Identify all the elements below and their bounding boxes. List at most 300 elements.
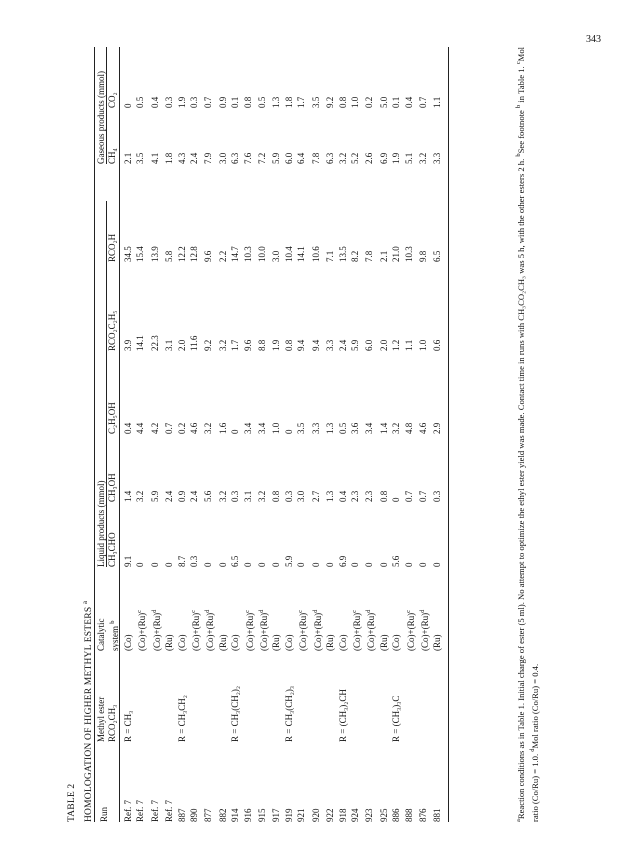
cell-run: 890 [189, 808, 200, 822]
cell-c2h5oh: 0 [283, 429, 294, 434]
cell-ester [217, 651, 229, 742]
cell-c2h5oh: 0.2 [176, 422, 187, 434]
cell-ester: R = CH₃ [123, 710, 133, 742]
cell-ch3oh: 1.3 [325, 490, 336, 502]
table-row [134, 47, 148, 822]
table-row [363, 47, 377, 822]
cell-ch3oh: 3.2 [257, 490, 268, 502]
cell-ester [310, 651, 324, 742]
cell-rco2h: 9.6 [203, 250, 214, 262]
cell-rco2c2h5: 2.0 [378, 339, 389, 351]
cell-ch3cho: 0 [364, 562, 375, 567]
cell-system [163, 567, 175, 651]
cell-system-text: (Co)+(Ru) [366, 612, 377, 651]
cell-ch3oh: 0.7 [417, 490, 428, 502]
table-caption [66, 601, 96, 822]
header-catalytic-mark: b [109, 620, 116, 624]
cell-ch3oh: 2.7 [310, 490, 321, 502]
cell-run: 924 [349, 808, 360, 822]
header-bottom-rule [119, 47, 120, 822]
cell-run: Ref. 7 [123, 800, 133, 822]
cell-ch3cho: 0 [271, 562, 282, 567]
cell-system [295, 567, 309, 651]
cell-co2: 1.3 [271, 96, 282, 108]
header-catalytic-text: system [110, 625, 120, 651]
cell-system-text: (Co) [123, 634, 133, 651]
table-row [431, 47, 443, 822]
footnote-b-mark: b [515, 153, 522, 157]
cell-ester: R = CH₃(CH₂)₃ [283, 686, 294, 742]
cell-run: 877 [203, 808, 214, 822]
cell-system [242, 567, 256, 651]
cell-system-footnote-mark: c [404, 610, 412, 613]
cell-c2h5oh: 3.4 [242, 422, 253, 434]
cell-ester [324, 651, 336, 742]
cell-run: 922 [325, 808, 336, 822]
cell-ester [188, 651, 202, 742]
cell-ch3oh: 2.4 [164, 490, 175, 502]
cell-system [134, 567, 148, 651]
table-label: TABLE 2 [67, 783, 77, 822]
table-row [403, 47, 417, 822]
cell-co2: 0.7 [203, 96, 214, 108]
cell-system-text: (Co) [391, 634, 402, 651]
cell-ch4: 6.9 [378, 152, 389, 164]
footnote-a-text: Reaction conditions as in Table 1. Initial charge of ester (5 ml). No attempt to optimize the ethyl ester yield was made. Contact time in runs with CH₃CO₂CH₃ was 5 h, with the other esters 2 h. [515, 158, 526, 820]
cell-c2h5oh: 4.8 [403, 422, 414, 434]
cell-system [149, 567, 163, 651]
cell-ch4: 6.3 [230, 152, 241, 164]
cell-system-text: (Ru) [432, 634, 443, 651]
cell-c2h5oh: 4.6 [189, 422, 200, 434]
cell-system [283, 567, 295, 651]
cell-system [324, 567, 336, 651]
cell-ch3cho: 0 [432, 562, 443, 567]
cell-c2h5oh: 3.4 [257, 422, 268, 434]
cell-system [337, 567, 349, 651]
cell-c2h5oh: 1.4 [378, 422, 389, 434]
cell-system-text: (Ru) [378, 634, 389, 651]
cell-rco2c2h5: 3.2 [217, 339, 228, 351]
cell-rco2h: 13.9 [149, 246, 160, 262]
table-row [229, 47, 241, 822]
table-row [242, 47, 256, 822]
cell-c2h5oh: 4.2 [149, 422, 160, 434]
cell-co2: 0.8 [242, 96, 253, 108]
cell-rco2h: 14.7 [230, 246, 241, 262]
cell-run: 919 [283, 808, 294, 822]
cell-rco2h: 7.8 [364, 250, 375, 262]
cell-co2: 9.2 [325, 96, 336, 108]
cell-ch3cho: 0 [296, 562, 307, 567]
cell-system-text: (Ru) [164, 634, 175, 651]
cell-co2: 0.2 [364, 96, 375, 108]
cell-ester [134, 651, 148, 742]
table-title [81, 600, 95, 822]
cell-rco2c2h5: 9.4 [296, 339, 307, 351]
cell-system [431, 567, 443, 651]
cell-co2: 1.1 [432, 96, 443, 108]
cell-co2: 1.7 [296, 96, 307, 108]
cell-system [270, 567, 282, 651]
cell-ester: R = CH₃(CH₂)₂ [230, 686, 241, 742]
cell-system-text: (Co)+(Ru) [151, 612, 162, 651]
footnote-b-ref-mark: b [515, 104, 522, 108]
cell-ester [295, 651, 309, 742]
cell-system [349, 567, 363, 651]
footnote-a [513, 47, 541, 822]
cell-rco2h: 5.8 [164, 250, 175, 262]
table-title-footnote-mark: a [81, 600, 89, 605]
header-liquid-group: Liquid products (mmol) [96, 480, 106, 567]
cell-c2h5oh: 2.9 [432, 422, 443, 434]
cell-system-text: (Co)+(Ru) [244, 612, 255, 651]
cell-ester [242, 651, 256, 742]
cell-run: 876 [417, 808, 428, 822]
cell-rco2h: 8.2 [349, 250, 360, 262]
cell-ch3cho: 0 [135, 562, 146, 567]
table-row [390, 47, 402, 822]
cell-ch3oh: 0.3 [230, 490, 241, 502]
cell-run: Ref. 7 [149, 800, 160, 822]
cell-run: Ref. 7 [164, 800, 175, 822]
cell-ch3oh: 2.4 [189, 490, 200, 502]
cell-system [217, 567, 229, 651]
cell-ch4: 3.0 [217, 152, 228, 164]
cell-ester: R = CH₃CH₂ [176, 695, 187, 742]
footnote-b-text2: in Table 1. [515, 66, 526, 103]
footnote-d-text: Mol ratio (Co/Ru) = 0.4. [529, 663, 540, 749]
cell-ch3oh: 3.2 [217, 490, 228, 502]
cell-ch3oh: 0 [391, 497, 402, 502]
page-number: 343 [586, 34, 601, 45]
cell-ch3oh: 5.9 [149, 490, 160, 502]
cell-c2h5oh: 0.4 [123, 422, 133, 434]
cell-c2h5oh: 3.4 [364, 422, 375, 434]
cell-rco2h: 14.1 [296, 246, 307, 262]
cell-rco2c2h5: 0.8 [283, 339, 294, 351]
cell-system [403, 567, 417, 651]
cell-ch3oh: 0.3 [432, 490, 443, 502]
cell-ch3oh: 2.3 [364, 490, 375, 502]
cell-ester [202, 651, 216, 742]
cell-rco2h: 7.1 [325, 250, 336, 262]
cell-rco2h: 2.2 [217, 250, 228, 262]
cell-ch4: 1.8 [164, 152, 175, 164]
cell-ch4: 2.4 [189, 152, 200, 164]
header-rco2c2h5: RCO₂C₂H₅ [107, 310, 117, 351]
cell-rco2h: 9.8 [417, 250, 428, 262]
cell-ch3oh: 0.4 [337, 490, 348, 502]
cell-co2: 3.5 [310, 96, 321, 108]
cell-system [256, 567, 270, 651]
cell-ch3oh: 3.2 [135, 490, 146, 502]
cell-ester [270, 651, 282, 742]
cell-ester [431, 651, 443, 742]
cell-rco2c2h5: 1.7 [230, 339, 241, 351]
cell-run: 881 [432, 808, 443, 822]
cell-ch3oh: 0.8 [378, 490, 389, 502]
cell-rco2h: 10.0 [257, 246, 268, 262]
cell-ch4: 3.2 [337, 152, 348, 164]
cell-system-text: (Ru) [271, 634, 282, 651]
cell-ch3cho: 0 [242, 562, 253, 567]
cell-co2: 1.0 [349, 96, 360, 108]
header-ester-line1: Methyl ester [96, 696, 106, 742]
cell-rco2c2h5: 1.0 [417, 339, 428, 351]
cell-c2h5oh: 0.7 [164, 422, 175, 434]
cell-co2: 0.5 [135, 96, 146, 108]
table-row [295, 47, 309, 822]
footnote-c-mark: c [515, 61, 522, 65]
table-row [324, 47, 336, 822]
cell-rco2c2h5: 11.6 [189, 335, 200, 351]
cell-ch3cho: 0 [164, 562, 175, 567]
cell-rco2h: 13.5 [337, 246, 348, 262]
cell-co2: 0.9 [217, 96, 228, 108]
cell-rco2h: 3.0 [271, 250, 282, 262]
cell-system-footnote-mark: d [365, 609, 373, 613]
cell-c2h5oh: 0.5 [337, 422, 348, 434]
cell-ch3oh: 0.8 [271, 490, 282, 502]
table-row [337, 47, 349, 822]
table-row [202, 47, 216, 822]
cell-ch3cho: 9.1 [123, 555, 133, 567]
cell-rco2h: 21.0 [391, 246, 402, 262]
cell-ester [403, 651, 417, 742]
cell-rco2c2h5: 9.2 [203, 339, 214, 351]
cell-rco2c2h5: 14.1 [135, 335, 146, 351]
cell-ch3oh: 3.1 [242, 490, 253, 502]
cell-ch3oh: 5.6 [203, 490, 214, 502]
cell-system-text: (Co)+(Ru) [205, 612, 216, 651]
cell-c2h5oh: 3.5 [296, 422, 307, 434]
cell-co2: 0.1 [391, 96, 402, 108]
cell-rco2c2h5: 2.0 [176, 339, 187, 351]
top-rule [94, 47, 95, 822]
cell-ch4: 3.5 [135, 152, 146, 164]
cell-run: 916 [242, 808, 253, 822]
cell-run: 920 [310, 808, 321, 822]
cell-ester: R = (CH₃)₂CH [337, 689, 348, 742]
header-ch3cho: CH₃CHO [107, 532, 117, 567]
cell-ch4: 6.0 [283, 152, 294, 164]
cell-ch4: 5.1 [403, 152, 414, 164]
cell-run: 917 [271, 808, 282, 822]
cell-system-text: (Co)+(Ru) [312, 612, 323, 651]
cell-system-footnote-mark: d [311, 609, 319, 613]
table-row [163, 47, 175, 822]
cell-ch3cho: 0 [257, 562, 268, 567]
table-row [378, 47, 390, 822]
cell-run: 888 [403, 808, 414, 822]
cell-rco2h: 10.3 [242, 246, 253, 262]
cell-ester [363, 651, 377, 742]
table-row [270, 47, 282, 822]
cell-co2: 0.5 [257, 96, 268, 108]
cell-rco2c2h5: 3.1 [164, 339, 175, 351]
cell-ester [163, 651, 175, 742]
cell-ch4: 4.1 [149, 152, 160, 164]
table-row [149, 47, 163, 822]
cell-co2: 0.3 [164, 96, 175, 108]
cell-system [390, 567, 402, 651]
cell-rco2h: 12.8 [189, 246, 200, 262]
cell-co2: 0.3 [189, 96, 200, 108]
cell-ch4: 3.3 [432, 152, 443, 164]
cell-c2h5oh: 0 [230, 429, 241, 434]
cell-ch4: 2.1 [123, 152, 133, 164]
cell-system-footnote-mark: d [150, 609, 158, 613]
cell-system-text: (Co)+(Ru) [419, 612, 430, 651]
cell-run: 918 [337, 808, 348, 822]
cell-co2: 0.7 [417, 96, 428, 108]
cell-ester [256, 651, 270, 742]
table-row [122, 47, 134, 822]
footnote-a-mark: a [515, 819, 522, 822]
cell-run: 886 [391, 808, 402, 822]
header-run: Run [99, 806, 109, 822]
table-row [417, 47, 431, 822]
cell-rco2c2h5: 1.2 [391, 339, 402, 351]
cell-ch4: 7.2 [257, 152, 268, 164]
cell-system-footnote-mark: c [190, 610, 198, 613]
cell-run: 921 [296, 808, 307, 822]
cell-system-text: (Co)+(Ru) [298, 612, 309, 651]
cell-system [176, 567, 188, 651]
table-row [310, 47, 324, 822]
cell-system [202, 567, 216, 651]
cell-system [310, 567, 324, 651]
cell-system-text: (Ru) [325, 634, 336, 651]
cell-ch4: 5.2 [349, 152, 360, 164]
table-row [176, 47, 188, 822]
cell-ch4: 4.3 [176, 152, 187, 164]
cell-ch3cho: 0 [203, 562, 214, 567]
header-gaseous-group: Gaseous products (mmol) [96, 71, 106, 164]
cell-c2h5oh: 3.3 [310, 422, 321, 434]
table-row [349, 47, 363, 822]
cell-c2h5oh: 3.6 [349, 422, 360, 434]
cell-rco2h: 12.2 [176, 246, 187, 262]
cell-rco2c2h5: 6.0 [364, 339, 375, 351]
cell-ch4: 1.9 [391, 152, 402, 164]
cell-ch3cho: 0 [403, 562, 414, 567]
cell-system [122, 567, 134, 651]
cell-ch3cho: 5.6 [391, 555, 402, 567]
bottom-rule [448, 47, 449, 822]
cell-system-footnote-mark: d [204, 609, 212, 613]
header-co2: CO₂ [107, 92, 117, 108]
cell-ch3cho: 0 [378, 562, 389, 567]
cell-ch4: 5.9 [271, 152, 282, 164]
cell-c2h5oh: 3.2 [203, 422, 214, 434]
header-catalytic-line1: Catalytic [96, 618, 106, 651]
cell-c2h5oh: 1.3 [325, 422, 336, 434]
cell-system [229, 567, 241, 651]
cell-rco2c2h5: 22.3 [149, 335, 160, 351]
header-rco2h: RCO₂H [107, 233, 117, 262]
cell-system [363, 567, 377, 651]
cell-ch3cho: 5.9 [283, 555, 294, 567]
cell-system-text: (Ru) [217, 634, 228, 651]
cell-co2: 0.4 [149, 96, 160, 108]
table-title-text: HOMOLOGATION OF HIGHER METHYL ESTERS [84, 606, 95, 822]
cell-rco2c2h5: 3.3 [325, 339, 336, 351]
cell-system-footnote-mark: c [350, 610, 358, 613]
cell-ch3oh: 2.3 [349, 490, 360, 502]
cell-run: 887 [176, 808, 187, 822]
cell-system-text: (Co) [283, 634, 294, 651]
cell-ch3cho: 0 [417, 562, 428, 567]
cell-ch4: 6.4 [296, 152, 307, 164]
cell-run: 914 [230, 808, 241, 822]
cell-co2: 5.0 [378, 96, 389, 108]
cell-ch3oh: 0.9 [176, 490, 187, 502]
cell-ester [417, 651, 431, 742]
cell-co2: 0.1 [230, 96, 241, 108]
cell-ch4: 3.2 [417, 152, 428, 164]
cell-system-footnote-mark: c [297, 610, 305, 613]
cell-ch3cho: 0 [349, 562, 360, 567]
cell-ch3cho: 6.9 [337, 555, 348, 567]
cell-run: 882 [217, 808, 228, 822]
cell-rco2c2h5: 0.6 [432, 339, 443, 351]
cell-run: 925 [378, 808, 389, 822]
cell-ch3oh: 1.4 [123, 490, 133, 502]
cell-system-footnote-mark: c [136, 610, 144, 613]
cell-rco2c2h5: 1.9 [271, 339, 282, 351]
table-row [217, 47, 229, 822]
cell-ch3cho: 8.7 [176, 555, 187, 567]
table-row [283, 47, 295, 822]
cell-rco2c2h5: 9.6 [242, 339, 253, 351]
cell-ch4: 2.6 [364, 152, 375, 164]
cell-co2: 1.9 [176, 96, 187, 108]
cell-system [417, 567, 431, 651]
table-row [188, 47, 202, 822]
table-row [256, 47, 270, 822]
cell-system-text: (Co)+(Ru) [405, 612, 416, 651]
cell-rco2h: 6.5 [432, 250, 443, 262]
cell-ester: R = (CH₃)₃C [391, 695, 402, 742]
cell-co2: 1.8 [283, 96, 294, 108]
cell-system-text: (Co) [230, 634, 241, 651]
footnote-c-text: Mol ratio (Co/Ru) = 1.0. [515, 46, 540, 822]
cell-co2: 0.8 [337, 96, 348, 108]
cell-c2h5oh: 4.4 [135, 422, 146, 434]
cell-system-text: (Co) [337, 634, 348, 651]
cell-co2: 0 [123, 103, 133, 108]
cell-ch4: 7.9 [203, 152, 214, 164]
cell-ch3cho: 0 [149, 562, 160, 567]
cell-ch3cho: 0 [217, 562, 228, 567]
data-table [122, 47, 444, 822]
cell-rco2h: 15.4 [135, 246, 146, 262]
cell-ester [349, 651, 363, 742]
cell-system-footnote-mark: d [418, 609, 426, 613]
cell-system [378, 567, 390, 651]
cell-system [188, 567, 202, 651]
cell-rco2c2h5: 1.1 [403, 339, 414, 351]
cell-ch3cho: 0.3 [189, 555, 200, 567]
cell-ester [149, 651, 163, 742]
cell-co2: 0.4 [403, 96, 414, 108]
cell-ch3oh: 0.3 [283, 490, 294, 502]
cell-c2h5oh: 3.2 [391, 422, 402, 434]
cell-rco2c2h5: 3.9 [123, 339, 133, 351]
cell-rco2h: 10.3 [403, 246, 414, 262]
